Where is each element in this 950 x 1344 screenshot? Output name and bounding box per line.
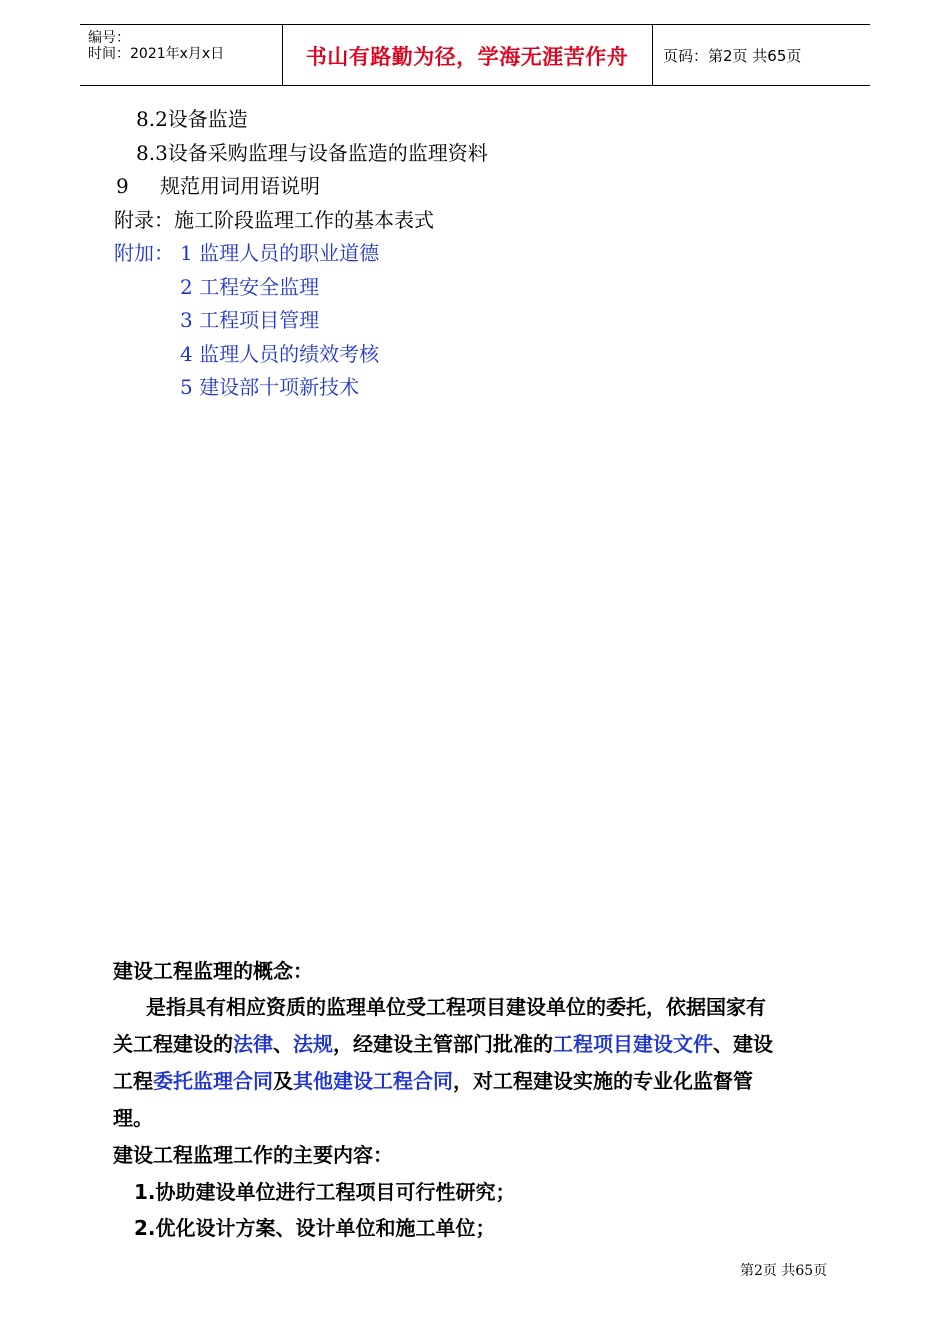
header-info-cell [80, 25, 283, 85]
header-motto: 书山有路勤为径，学海无涯苦作舟 [305, 45, 629, 69]
text-fragment: 、 [273, 1032, 293, 1056]
header-motto-cell [282, 25, 653, 85]
page-footer-number: 第2页 共65页 [740, 1263, 828, 1279]
text-fragment: ，经建设主管部门批准的 [333, 1032, 553, 1056]
toc-addendum-item-2[interactable]: 2 工程安全监理 [180, 275, 320, 299]
list-item-1: 1.协助建设单位进行工程项目可行性研究； [134, 1180, 516, 1204]
toc-addendum-prefix: 附加： [114, 241, 174, 265]
link-law[interactable]: 法律 [233, 1032, 273, 1056]
section-heading-concept: 建设工程监理的概念： [113, 959, 313, 983]
link-project-documents[interactable]: 工程项目建设文件 [553, 1032, 713, 1056]
paragraph-line-4: 理。 [113, 1106, 153, 1130]
paragraph-line-2 [113, 1030, 773, 1058]
toc-item-9-text: 规范用词用语说明 [160, 174, 320, 198]
link-regulation[interactable]: 法规 [293, 1032, 333, 1056]
toc-addendum-item-1[interactable]: 1 监理人员的职业道德 [180, 241, 380, 265]
toc-item-8-2: 8.2设备监造 [136, 107, 248, 131]
header-page-cell [653, 25, 870, 85]
document-code-label: 编号： [88, 30, 130, 46]
toc-appendix: 附录：施工阶段监理工作的基本表式 [114, 208, 434, 232]
section-heading-content: 建设工程监理工作的主要内容： [113, 1143, 393, 1167]
text-fragment: 、建设 [713, 1032, 773, 1056]
list-item-2: 2.优化设计方案、设计单位和施工单位； [134, 1216, 496, 1240]
text-fragment: 及 [273, 1069, 293, 1093]
header-page-number: 页码：第2页 共65页 [663, 47, 802, 65]
toc-item-8-3: 8.3设备采购监理与设备监造的监理资料 [136, 141, 488, 165]
paragraph-line-1: 是指具有相应资质的监理单位受工程项目建设单位的委托，依据国家有 [146, 995, 766, 1019]
text-fragment: ，对工程建设实施的专业化监督管 [453, 1069, 753, 1093]
text-fragment: 关工程建设的 [113, 1032, 233, 1056]
paragraph-line-3 [113, 1067, 753, 1095]
page-header [80, 24, 870, 86]
toc-addendum-item-3[interactable]: 3 工程项目管理 [180, 308, 320, 332]
document-time-label: 时间：2021年x月x日 [88, 46, 225, 62]
link-supervision-contract[interactable]: 委托监理合同 [153, 1069, 273, 1093]
toc-addendum-item-4[interactable]: 4 监理人员的绩效考核 [180, 342, 380, 366]
text-fragment: 工程 [113, 1069, 153, 1093]
toc-addendum-item-5[interactable]: 5 建设部十项新技术 [180, 375, 360, 399]
link-other-contracts[interactable]: 其他建设工程合同 [293, 1069, 453, 1093]
toc-item-9-number: 9 [116, 174, 129, 198]
